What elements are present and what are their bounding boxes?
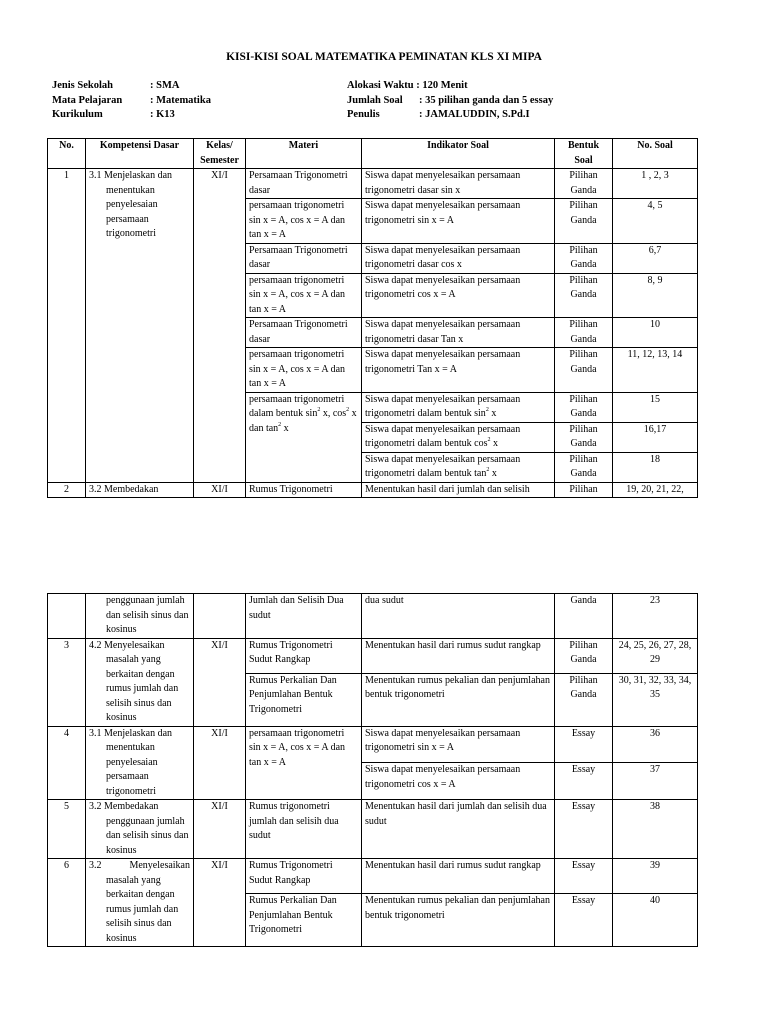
header-kelas-semester: Kelas/ Semester [194,139,246,169]
indikator-cell: Siswa dapat menyelesaikan persamaan trigonometri dasar Tan x [362,318,555,348]
kisi-kisi-table-page-2 [47,593,698,947]
row-number [48,594,86,639]
row-number: 5 [48,800,86,859]
materi-cell: persamaan trigonometri sin x = A, cos x = A dan tan x = A [246,348,362,393]
no-soal-cell: 19, 20, 21, 22, [613,482,698,498]
table-row [48,638,698,673]
materi-cell: Persamaan Trigonometri dasar [246,318,362,348]
no-soal-cell: 1 , 2, 3 [613,169,698,199]
bentuk-cell: Essay [555,800,613,859]
kompetensi-dasar-cell: 4.2 Menyelesaikan masalah yang berkaitan dengan rumus jumlah dan selisih sinus dan kosinus [86,638,194,726]
header-bentuk-soal: Bentuk Soal [555,139,613,169]
indikator-cell: Siswa dapat menyelesaikan persamaan trigonometri dasar sin x [362,169,555,199]
bentuk-cell: Pilihan Ganda [555,273,613,318]
meta-row-mata-pelajaran: Mata Pelajaran : Matematika [52,94,211,106]
no-soal-cell: 37 [613,763,698,800]
indikator-cell: Menentukan rumus pekalian dan penjumlahan bentuk trigonometri [362,673,555,726]
no-soal-cell: 4, 5 [613,199,698,244]
indikator-cell: Siswa dapat menyelesaikan persamaan trigonometri dalam bentuk $\tan^2 x$ [362,452,555,482]
row-number: 4 [48,726,86,800]
document-title: KISI-KISI SOAL MATEMATIKA PEMINATAN KLS XI MIPA [226,51,542,63]
table-row [48,482,698,498]
indikator-cell: Siswa dapat menyelesaikan persamaan trigonometri cos x = A [362,763,555,800]
indikator-cell: Menentukan hasil dari jumlah dan selisih dua sudut [362,800,555,859]
indikator-cell: Siswa dapat menyelesaikan persamaan trigonometri cos x = A [362,273,555,318]
no-soal-cell: 6,7 [613,243,698,273]
no-soal-cell: 40 [613,894,698,947]
no-soal-cell: 16,17 [613,422,698,452]
bentuk-cell: Pilihan [555,482,613,498]
materi-cell: persamaan trigonometri dalam bentuk $\sin^2 x$, $\cos^2 x$ dan $\tan^2 x$ [246,392,362,482]
materi-cell: persamaan trigonometri sin x = A, cos x = A dan tan x = A [246,273,362,318]
header-no-soal: No. Soal [613,139,698,169]
row-number: 2 [48,482,86,498]
indikator-cell: Siswa dapat menyelesaikan persamaan trigonometri Tan x = A [362,348,555,393]
bentuk-cell: Pilihan Ganda [555,673,613,726]
no-soal-cell: 23 [613,594,698,639]
meta-row-penulis: Penulis : JAMALUDDIN, S.Pd.I [347,109,530,120]
materi-cell: Rumus Perkalian Dan Penjumlahan Bentuk Trigonometri [246,673,362,726]
meta-row-alokasi-waktu: Alokasi Waktu : 120 Menit [347,80,468,91]
kelas-semester-cell: XI/I [194,482,246,498]
indikator-cell: Menentukan hasil dari rumus sudut rangkap [362,638,555,673]
bentuk-cell: Essay [555,894,613,947]
kompetensi-dasar-cell: penggunaan jumlah dan selisih sinus dan kosinus [86,594,194,639]
bentuk-cell: Pilihan Ganda [555,422,613,452]
bentuk-cell: Essay [555,726,613,763]
meta-row-kurikulum: Kurikulum : K13 [52,109,175,120]
kompetensi-dasar-cell: 3.1 Menjelaskan dan menentukan penyelesaian persamaan trigonometri [86,726,194,800]
table-row [48,594,698,639]
no-soal-cell: 30, 31, 32, 33, 34, 35 [613,673,698,726]
materi-cell: Rumus Trigonometri Sudut Rangkap [246,638,362,673]
bentuk-cell: Pilihan Ganda [555,199,613,244]
header-kompetensi-dasar: Kompetensi Dasar [86,139,194,169]
kompetensi-dasar-cell: 3.2 Membedakan penggunaan jumlah dan selisih sinus dan kosinus [86,800,194,859]
header-no: No. [48,139,86,169]
kelas-semester-cell [194,594,246,639]
bentuk-cell: Essay [555,763,613,800]
bentuk-cell: Pilihan Ganda [555,348,613,393]
materi-cell: Rumus Trigonometri Sudut Rangkap [246,859,362,894]
bentuk-cell: Pilihan Ganda [555,638,613,673]
header-materi: Materi [246,139,362,169]
materi-cell: Rumus Trigonometri [246,482,362,498]
indikator-cell: dua sudut [362,594,555,639]
no-soal-cell: 10 [613,318,698,348]
kelas-semester-cell: XI/I [194,726,246,800]
header-indikator-soal: Indikator Soal [362,139,555,169]
materi-cell: Jumlah dan Selisih Dua sudut [246,594,362,639]
row-number: 6 [48,859,86,947]
materi-cell: persamaan trigonometri sin x = A, cos x = A dan tan x = A [246,726,362,800]
indikator-cell: Menentukan hasil dari rumus sudut rangkap [362,859,555,894]
no-soal-cell: 24, 25, 26, 27, 28, 29 [613,638,698,673]
row-number: 3 [48,638,86,726]
table-row [48,800,698,859]
kompetensi-dasar-cell: 3.2 Menyelesaikan masalah yang berkaitan dengan rumus jumlah dan selisih sinus dan kosinus [86,859,194,947]
indikator-cell: Siswa dapat menyelesaikan persamaan trigonometri dalam bentuk $\sin^2 x$ [362,392,555,422]
no-soal-cell: 11, 12, 13, 14 [613,348,698,393]
materi-cell: persamaan trigonometri sin x = A, cos x = A dan tan x = A [246,199,362,244]
indikator-cell: Siswa dapat menyelesaikan persamaan trigonometri sin x = A [362,199,555,244]
indikator-cell: Siswa dapat menyelesaikan persamaan trigonometri dasar cos x [362,243,555,273]
no-soal-cell: 39 [613,859,698,894]
no-soal-cell: 36 [613,726,698,763]
table-row [48,726,698,763]
indikator-cell: Siswa dapat menyelesaikan persamaan trigonometri sin x = A [362,726,555,763]
kompetensi-dasar-cell: 3.1 Menjelaskan dan menentukan penyelesaian persamaan trigonometri [86,169,194,483]
bentuk-cell: Pilihan Ganda [555,392,613,422]
no-soal-cell: 15 [613,392,698,422]
bentuk-cell: Pilihan Ganda [555,452,613,482]
kelas-semester-cell: XI/I [194,800,246,859]
kisi-kisi-table-page-1 [47,138,698,498]
materi-cell: Rumus trigonometri jumlah dan selisih dua sudut [246,800,362,859]
bentuk-cell: Pilihan Ganda [555,243,613,273]
bentuk-cell: Ganda [555,594,613,639]
kelas-semester-cell: XI/I [194,859,246,947]
table-header-row [48,139,698,169]
materi-cell: Persamaan Trigonometri dasar [246,243,362,273]
meta-row-jumlah-soal: Jumlah Soal : 35 pilihan ganda dan 5 essay [347,94,554,106]
bentuk-cell: Pilihan Ganda [555,318,613,348]
bentuk-cell: Essay [555,859,613,894]
table-row [48,859,698,894]
indikator-cell: Siswa dapat menyelesaikan persamaan trigonometri dalam bentuk $\cos^2 x$ [362,422,555,452]
no-soal-cell: 38 [613,800,698,859]
bentuk-cell: Pilihan Ganda [555,169,613,199]
indikator-cell: Menentukan rumus pekalian dan penjumlahan bentuk trigonometri [362,894,555,947]
kelas-semester-cell: XI/I [194,169,246,483]
kelas-semester-cell: XI/I [194,638,246,726]
no-soal-cell: 8, 9 [613,273,698,318]
no-soal-cell: 18 [613,452,698,482]
materi-cell: Rumus Perkalian Dan Penjumlahan Bentuk Trigonometri [246,894,362,947]
kompetensi-dasar-cell: 3.2 Membedakan [86,482,194,498]
table-row [48,169,698,199]
meta-left [52,79,211,123]
materi-cell: Persamaan Trigonometri dasar [246,169,362,199]
indikator-cell: Menentukan hasil dari jumlah dan selisih [362,482,555,498]
row-number: 1 [48,169,86,483]
meta-right [347,79,553,123]
meta-row-jenis-sekolah: Jenis Sekolah : SMA [52,80,180,91]
